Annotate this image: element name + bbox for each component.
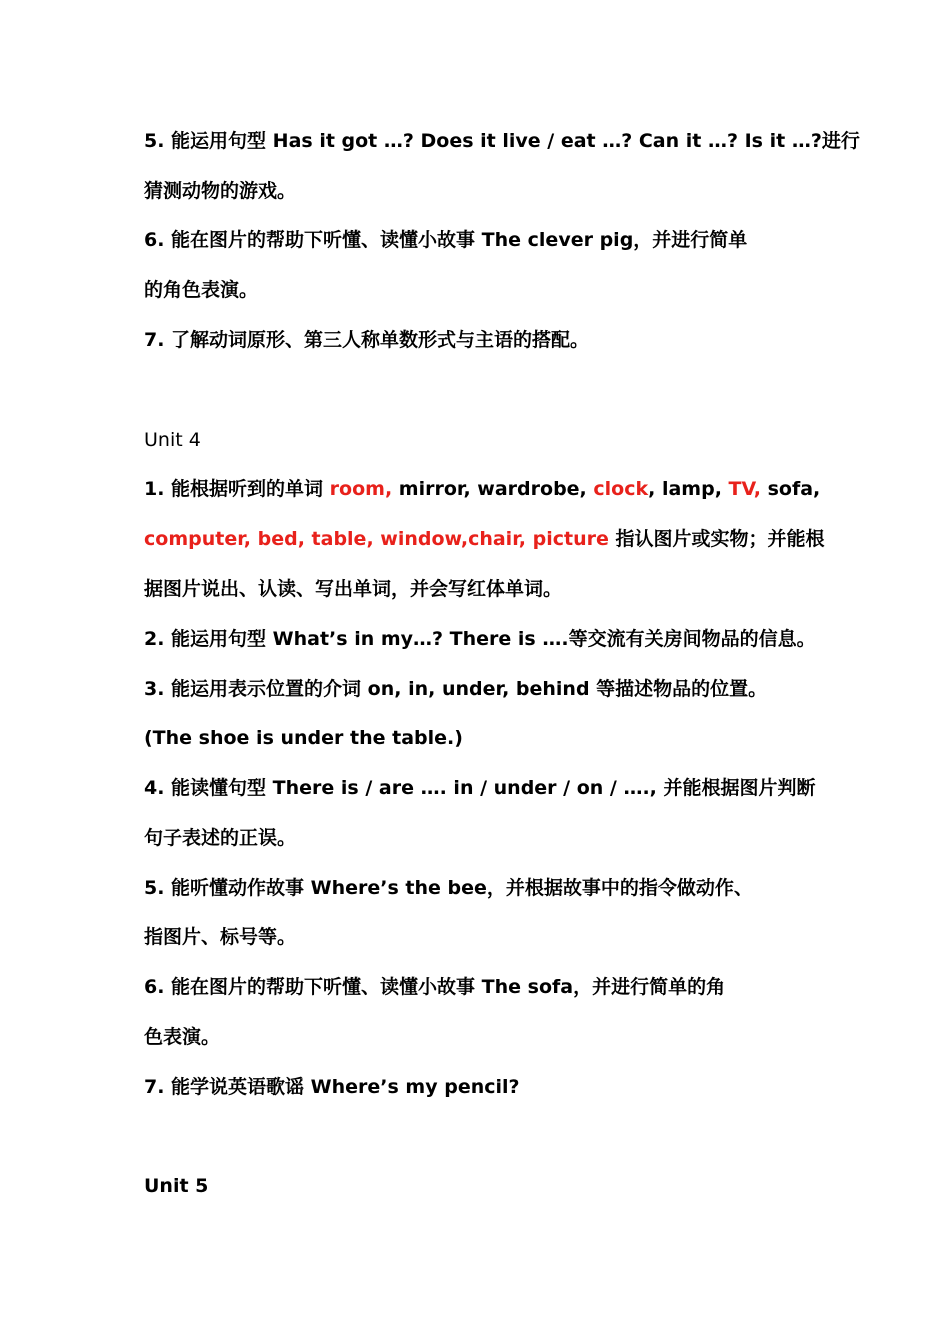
unit3-item6-line2: 的角色表演。 [144,279,259,301]
unit4-item2-line1: 2. 能运用句型 What’s in my…? There is ….等交流有关房间物品的信息。 [144,628,816,650]
unit4-item7-line1: 7. 能学说英语歌谣 Where’s my pencil? [144,1076,520,1098]
unit4-item5-line1: 5. 能听懂动作故事 Where’s the bee，并根据故事中的指令做动作、 [144,877,753,899]
unit3-item5-line1: 5. 能运用句型 Has it got …? Does it live / eat …? Can it …? Is it …?进行 [144,130,860,152]
unit4-item5-line2: 指图片、标号等。 [144,926,297,948]
unit3-item6-line1: 6. 能在图片的帮助下听懂、读懂小故事 The clever pig，并进行简单 [144,229,748,251]
unit5-heading: Unit 5 [144,1175,209,1197]
unit4-item4-line2: 句子表述的正误。 [144,827,297,849]
word-mirror-wardrobe: mirror, wardrobe, [392,478,594,500]
unit4-item1-line1 [144,476,824,502]
word-lamp: , lamp, [648,478,729,500]
red-word-list: computer, bed, table, window,chair, picture [144,528,609,550]
unit4-item1-line2-rest: 指认图片或实物；并能根 [608,528,825,550]
unit4-item6-line2: 色表演。 [144,1026,221,1048]
unit4-item4-line1: 4. 能读懂句型 There is / are …. in / under / on / …., 并能根据图片判断 [144,777,816,799]
unit3-item7-line1: 7. 了解动词原形、第三人称单数形式与主语的搭配。 [144,329,590,351]
unit4-item1-prefix: 1. 能根据听到的单词 [144,478,330,500]
unit4-item1-line2 [144,526,824,552]
unit4-item6-line1: 6. 能在图片的帮助下听懂、读懂小故事 The sofa，并进行简单的角 [144,976,726,998]
word-sofa: sofa, [760,478,821,500]
unit4-item3-line2: (The shoe is under the table.) [144,727,463,749]
word-room: room, [329,478,393,500]
unit4-item3-line1: 3. 能运用表示位置的介词 on, in, under, behind 等描述物品的位置。 [144,678,768,700]
word-clock: clock [593,478,649,500]
word-tv: TV, [728,478,761,500]
unit3-item5-line2: 猜测动物的游戏。 [144,180,297,202]
unit4-heading: Unit 4 [144,429,201,451]
unit4-item1-line3: 据图片说出、认读、写出单词，并会写红体单词。 [144,578,563,600]
